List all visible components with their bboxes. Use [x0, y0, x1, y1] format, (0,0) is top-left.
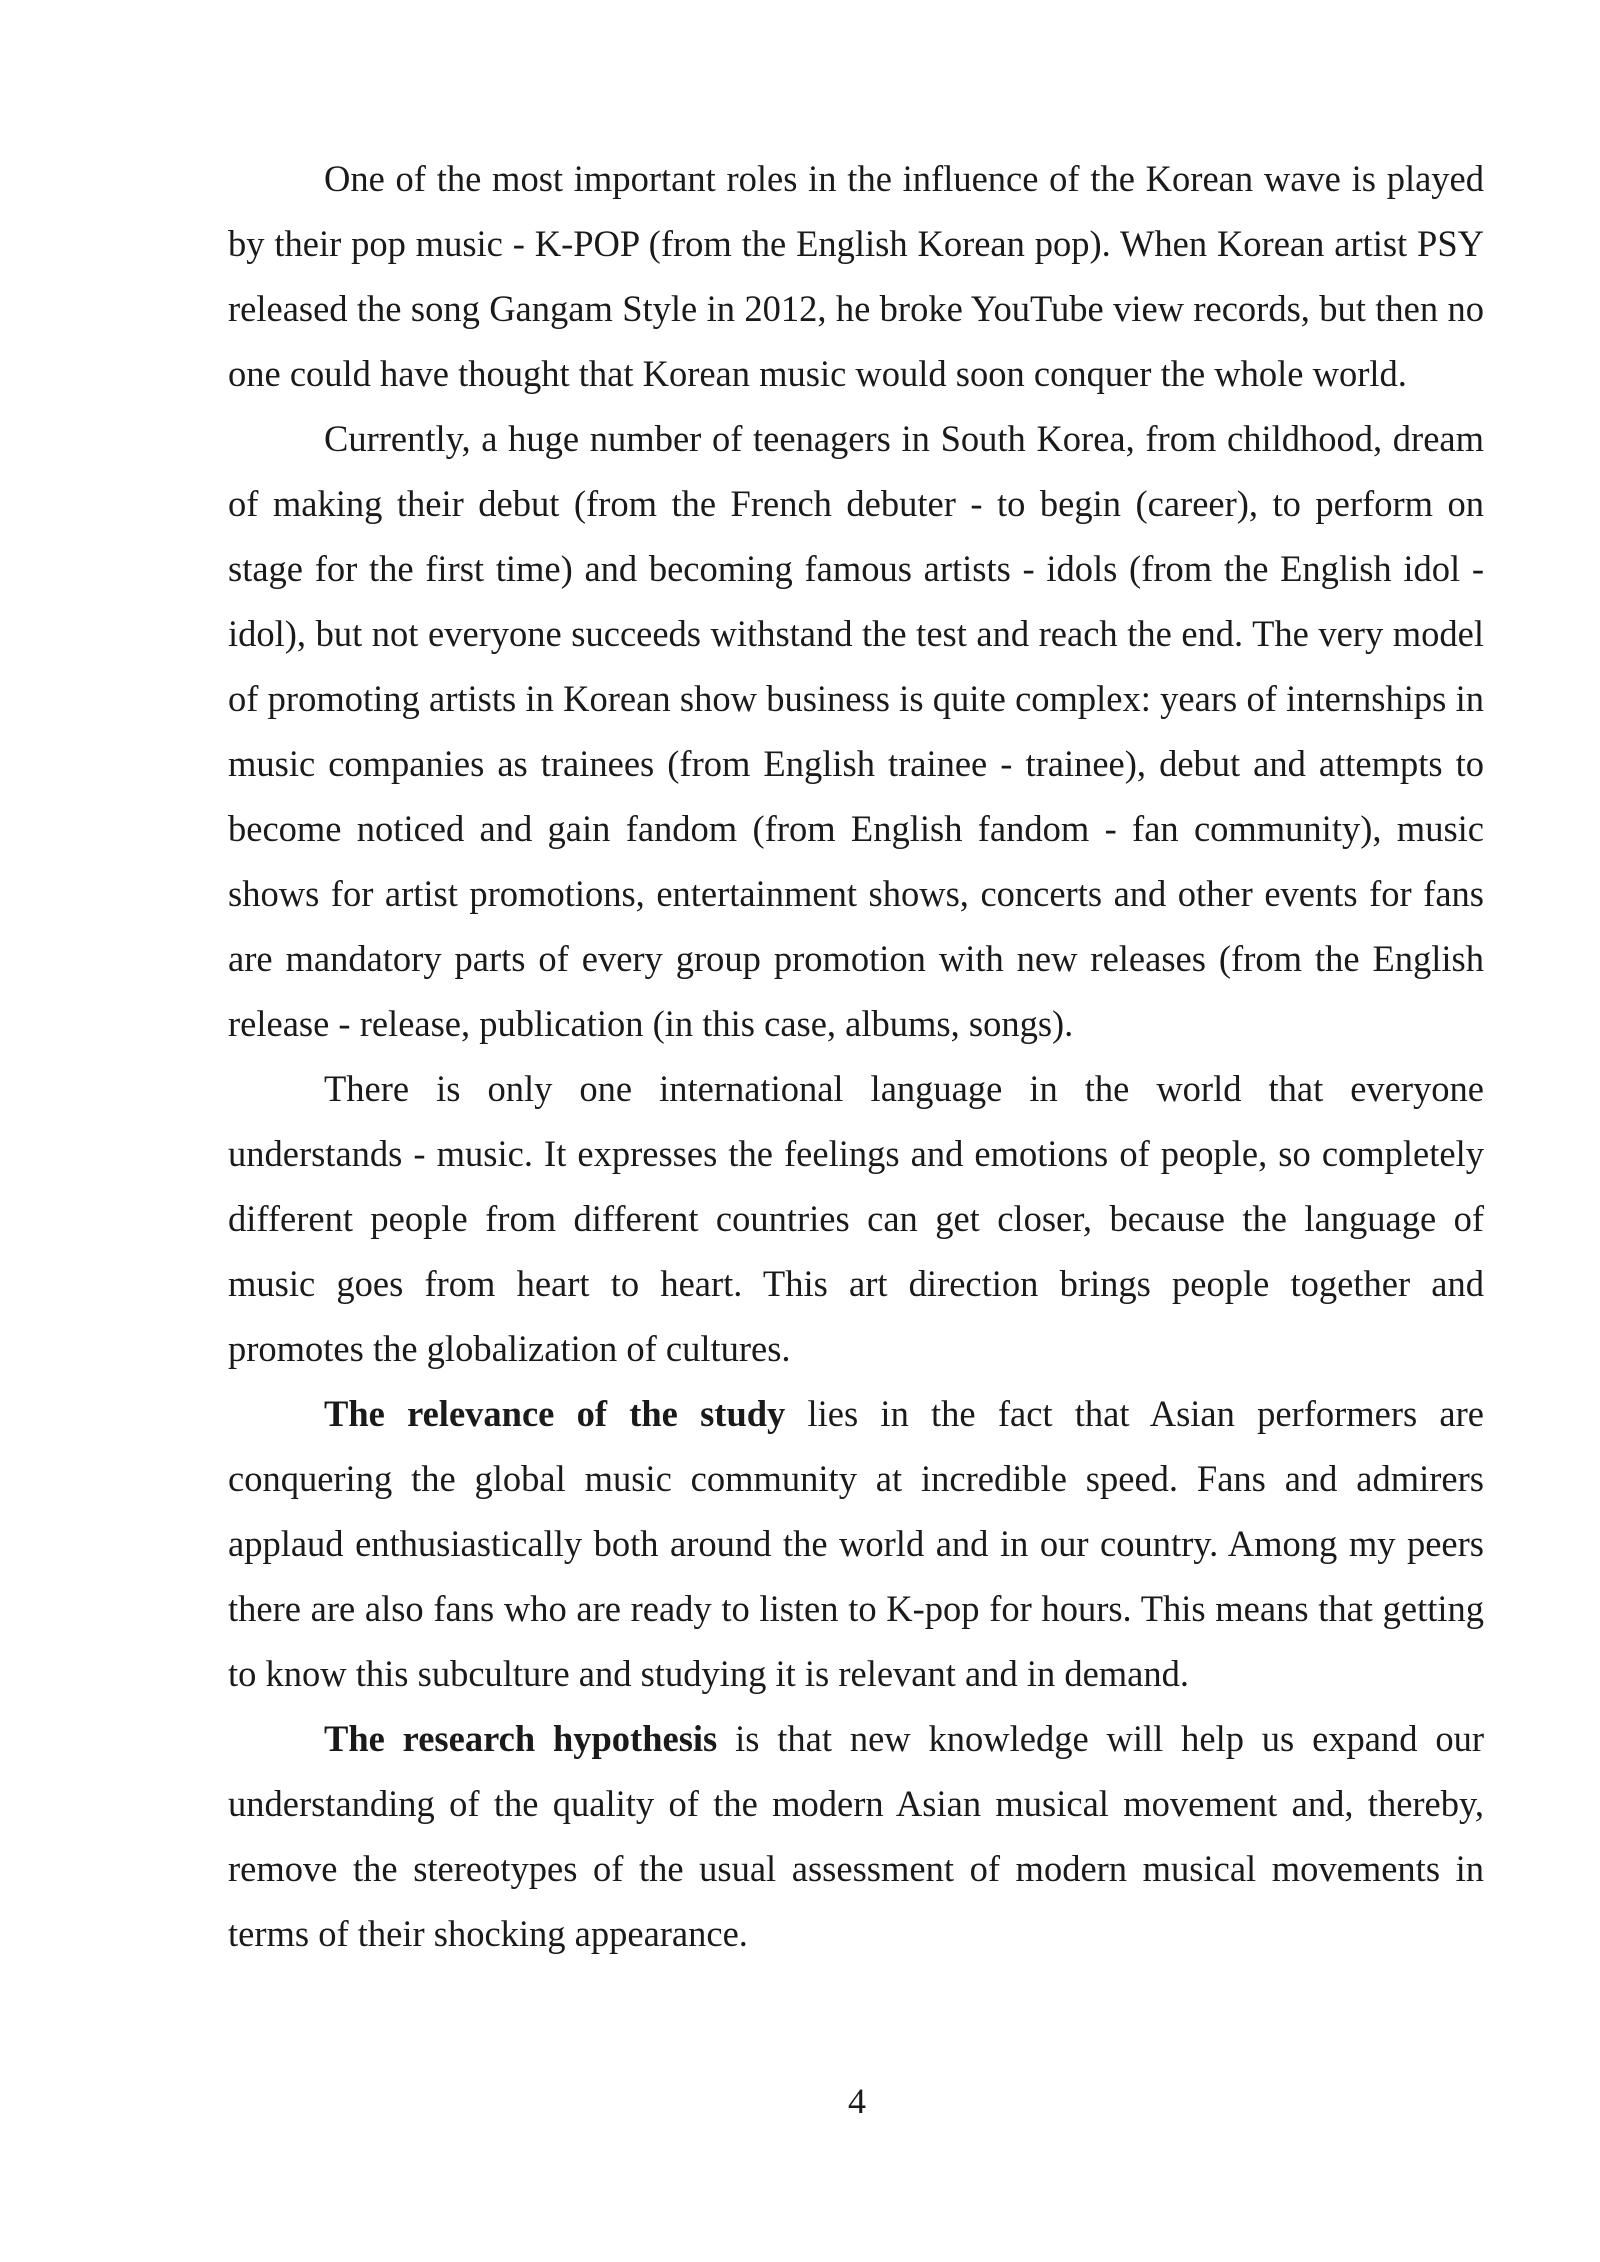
- hypothesis-heading: The research hypothesis: [324, 1718, 718, 1759]
- relevance-heading: The relevance of the study: [324, 1393, 786, 1434]
- paragraph-music-language: There is only one international language in the world that everyone understands - music. It expresses the feelings and emotions of people, so completely different people from different countries can get closer, because the language of music goes from heart to heart. This art direction brings people together and promotes the globalization of cultures.: [228, 1068, 1484, 1369]
- paragraph-korean-wave: One of the most important roles in the influence of the Korean wave is played by their pop music - K-POP (from the English Korean pop). When Korean artist PSY released the song Gangam Style in 2012, he broke YouTube view records, but then no one could have thought that Korean music would soon conquer the whole world.: [228, 158, 1484, 394]
- relevance-text: lies in the fact that Asian performers are conquering the global music community at incredible speed. Fans and admirers applaud enthusiastically both around the world and in our country. Among my peers there are also fans who are ready to listen to K-pop for hours. This means that getting to know this subculture and studying it is relevant and in demand.: [228, 1393, 1484, 1694]
- paragraph-idol-career: Currently, a huge number of teenagers in South Korea, from childhood, dream of making their debut (from the French debuter - to begin (career), to perform on stage for the first time) and becoming famous artists - idols (from the English idol - idol), but not everyone succeeds withstand the test and reach the end. The very model of promoting artists in Korean show business is quite complex: years of internships in music companies as trainees (from English trainee - trainee), debut and attempts to become noticed and gain fandom (from English fandom - fan community), music shows for artist promotions, entertainment shows, concerts and other events for fans are mandatory parts of every group promotion with new releases (from the English release - release, publication (in this case, albums, songs).: [228, 418, 1484, 1044]
- paragraph-relevance: [228, 1381, 1484, 1706]
- page-number: 4: [848, 2081, 866, 2121]
- hypothesis-text: is that new knowledge will help us expand our understanding of the quality of the modern Asian musical movement and, thereby, remove the stereotypes of the usual assessment of modern musical movements in terms of their shocking appearance.: [228, 1718, 1484, 1954]
- document-body: [228, 146, 1484, 1966]
- paragraph-hypothesis: [228, 1706, 1484, 1966]
